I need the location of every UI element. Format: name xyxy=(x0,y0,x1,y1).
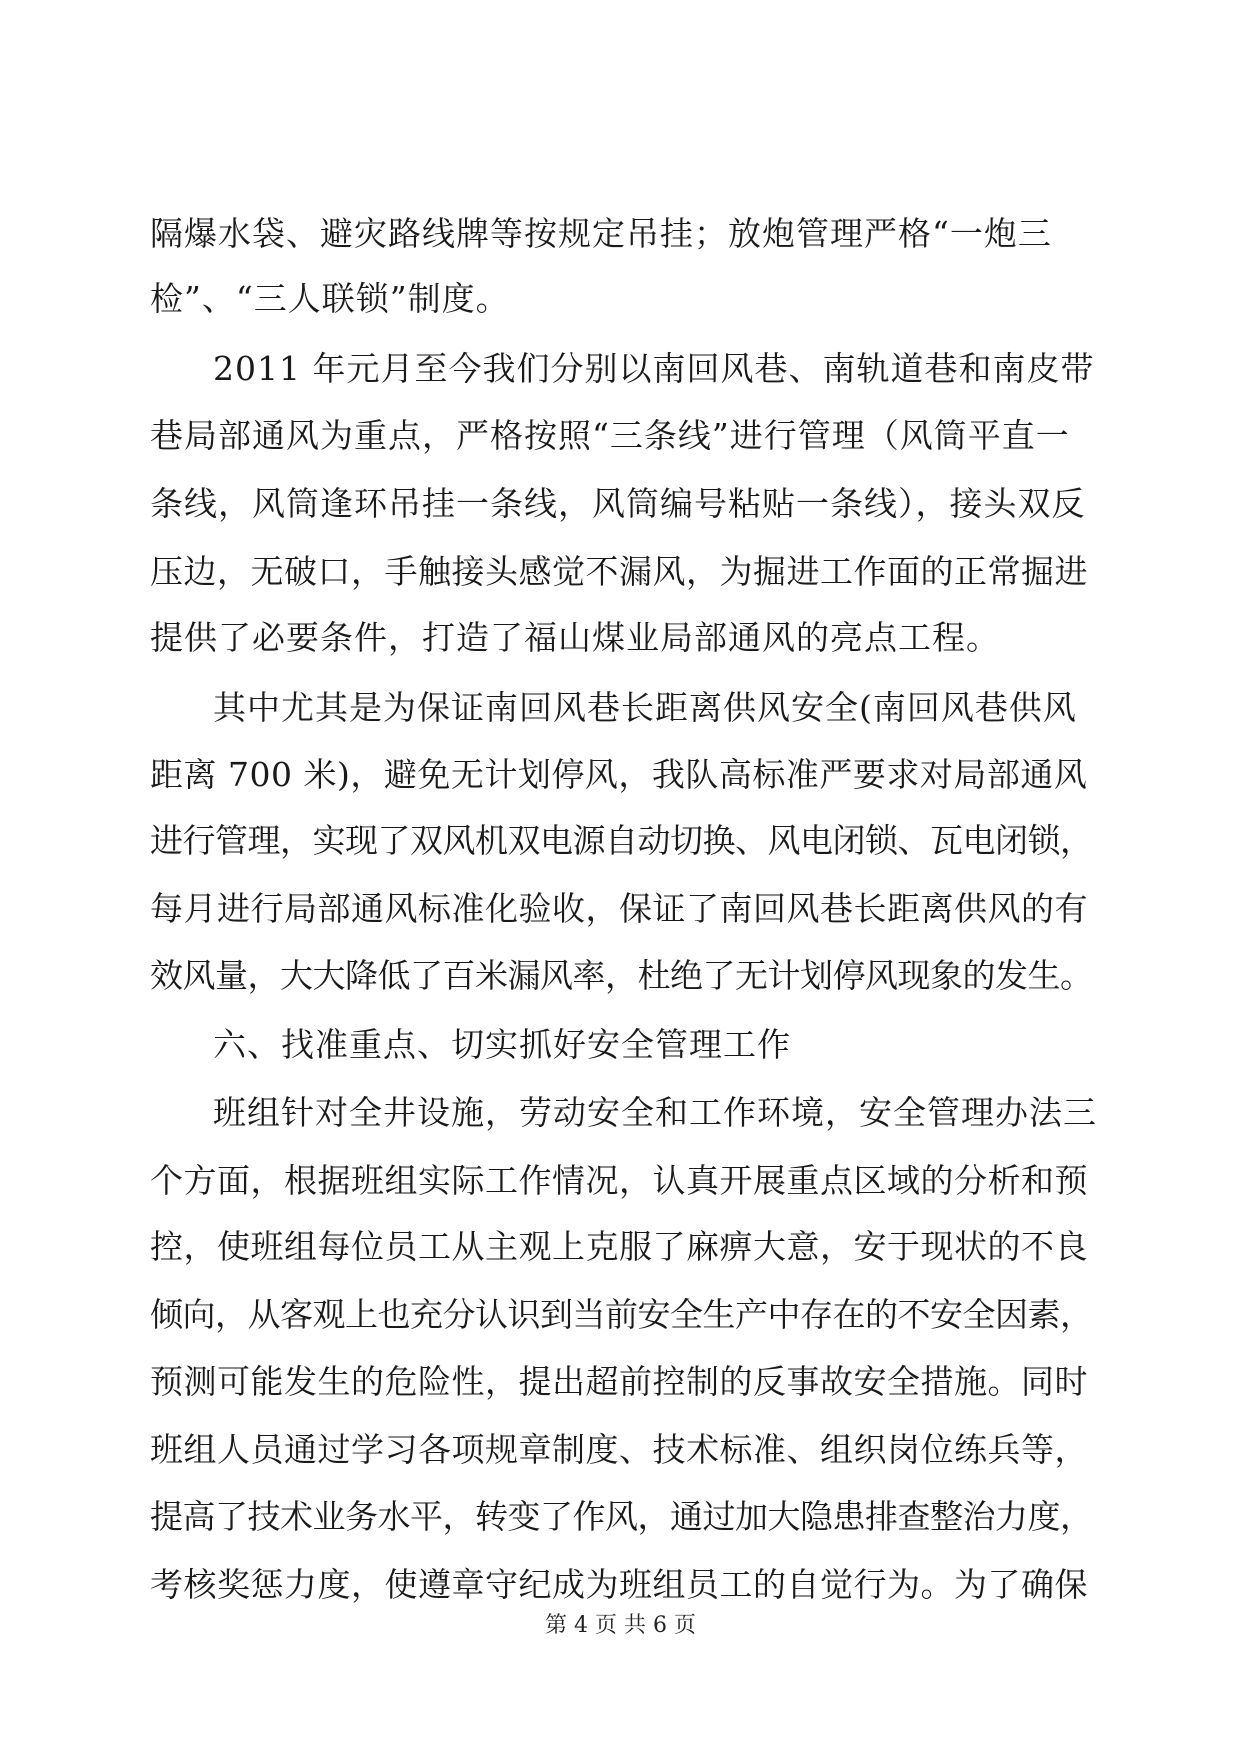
text-line: 个方面，根据班组实际工作情况，认真开展重点区域的分析和预 xyxy=(150,1161,1088,1200)
text-line: 效风量，大大降低了百米漏风率，杜绝了无计划停风现象的发生。 xyxy=(150,956,1093,995)
text-line: 距离 700 米)，避免无计划停风，我队高标准严要求对局部通风 xyxy=(150,755,1088,794)
text-line: 隔爆水袋、避灾路线牌等按规定吊挂；放炮管理严格“一炮三 xyxy=(150,214,1052,253)
paragraph-first-line: 其中尤其是为保证南回风巷长距离供风安全(南回风巷供风 xyxy=(213,688,1077,727)
text-line: 考核奖惩力度，使遵章守纪成为班组员工的自觉行为。为了确保 xyxy=(150,1565,1088,1604)
text-line: 提高了技术业务水平，转变了作风，通过加大隐患排查整治力度， xyxy=(150,1497,1093,1536)
text-line: 进行管理，实现了双风机双电源自动切换、风电闭锁、瓦电闭锁， xyxy=(150,821,1093,860)
paragraph-first-line: 2011 年元月至今我们分别以南回风巷、南轨道巷和南皮带 xyxy=(213,349,1095,388)
text-line: 每月进行局部通风标准化验收，保证了南回风巷长距离供风的有 xyxy=(150,889,1088,928)
text-line: 巷局部通风为重点，严格按照“三条线”进行管理（风筒平直一 xyxy=(150,416,1070,455)
text-line: 提供了必要条件，打造了福山煤业局部通风的亮点工程。 xyxy=(150,618,1000,657)
text-line: 倾向，从客观上也充分认识到当前安全生产中存在的不安全因素， xyxy=(150,1295,1093,1334)
page-number-footer: 第 4 页 共 6 页 xyxy=(545,1613,696,1638)
text-line: 班组人员通过学习各项规章制度、技术标准、组织岗位练兵等， xyxy=(150,1430,1088,1469)
paragraph-first-line: 班组针对全井设施，劳动安全和工作环境，安全管理办法三 xyxy=(213,1093,1097,1132)
text-line: 控，使班组每位员工从主观上克服了麻痹大意，安于现状的不良 xyxy=(150,1227,1088,1266)
text-line: 压边，无破口，手触接头感觉不漏风，为掘进工作面的正常掘进 xyxy=(150,552,1088,591)
section-heading: 六、找准重点、切实抓好安全管理工作 xyxy=(213,1025,791,1064)
text-line: 预测可能发生的危险性，提出超前控制的反事故安全措施。同时 xyxy=(150,1362,1088,1401)
text-line: 检”、“三人联锁”制度。 xyxy=(150,279,510,318)
text-line: 条线，风筒逢环吊挂一条线，风筒编号粘贴一条线），接头双反 xyxy=(150,484,1086,523)
